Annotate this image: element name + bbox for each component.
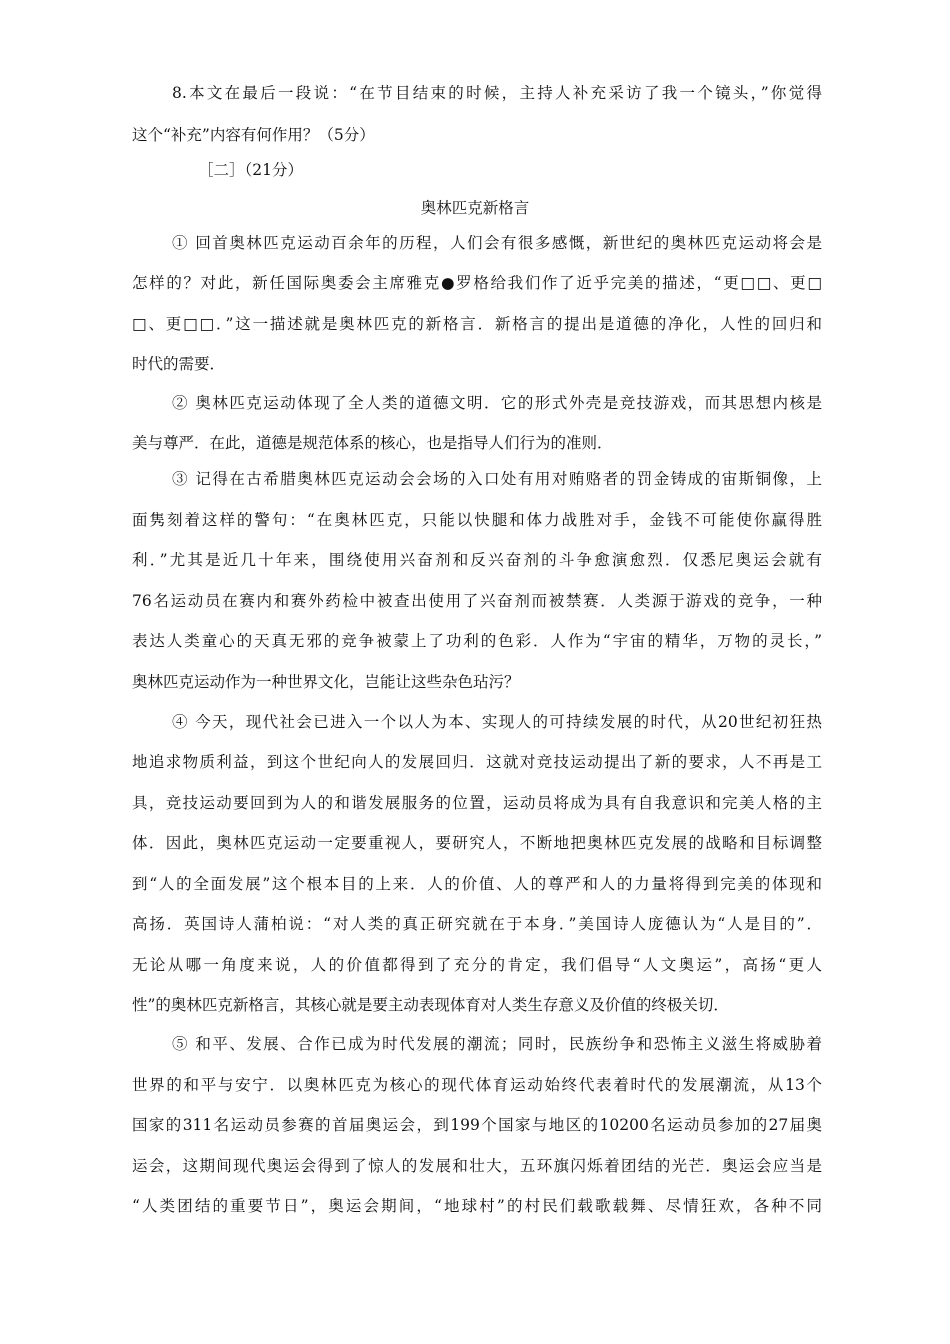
paragraph-1-line: 时代的需要．	[132, 355, 226, 373]
paragraph-4-line: 性”的奥林匹克新格言，其核心就是要主动表现体育对人类生存意义及价值的终极关切．	[132, 996, 729, 1014]
paragraph-2-line: 美与尊严．在此，道德是规范体系的核心，也是指导人们行为的准则．	[132, 434, 613, 452]
paragraph-4-line: 高扬．英国诗人蒲柏说：“对人类的真正研究就在于本身．”美国诗人庞德认为“人是目的”．	[132, 915, 822, 933]
paragraph-5-line: 世界的和平与安宁．以奥林匹克为核心的现代体育运动始终代表着时代的发展潮流，从13个	[132, 1076, 822, 1094]
paragraph-4-line: ④ 今天，现代社会已进入一个以人为本、实现人的可持续发展的时代，从20世纪初狂热	[172, 713, 822, 731]
paragraph-3-line: 利．”尤其是近几十年来，围绕使用兴奋剂和反兴奋剂的斗争愈演愈烈．仅悉尼奥运会就有	[132, 551, 822, 569]
paragraph-5-line: 运会，这期间现代奥运会得到了惊人的发展和壮大，五环旗闪烁着团结的光芒．奥运会应当是	[132, 1157, 822, 1175]
question-8-line-2: 这个“补充”内容有何作用？（5分）	[132, 126, 375, 144]
paragraph-1-line: □、更□□．”这一描述就是奥林匹克的新格言．新格言的提出是道德的净化，人性的回归和	[132, 315, 822, 333]
paragraph-3-line: 面隽刻着这样的警句：“在奥林匹克，只能以快腿和体力战胜对手，金钱不可能使你赢得胜	[132, 511, 822, 529]
paragraph-3-line: 表达人类童心的天真无邪的竞争被蒙上了功利的色彩．人作为“宇宙的精华，万物的灵长，”	[132, 632, 822, 650]
paragraph-5-line: ⑤ 和平、发展、合作已成为时代发展的潮流；同时，民族纷争和恐怖主义滋生将威胁着	[172, 1035, 822, 1053]
paragraph-4-line: 具，竞技运动要回到为人的和谐发展服务的位置，运动员将成为具有自我意识和完美人格的主	[132, 794, 822, 812]
question-8-line-1: 8.本文在最后一段说：“在节目结束的时候，主持人补充采访了我一个镜头，”你觉得	[172, 84, 822, 102]
article-title: 奥林匹克新格言	[420, 199, 530, 217]
paragraph-3-line: 奥林匹克运动作为一种世界文化，岂能让这些杂色玷污？	[132, 673, 520, 691]
paragraph-3-line: 76名运动员在赛内和赛外药检中被查出使用了兴奋剂而被禁赛．人类源于游戏的竞争，一种	[132, 592, 822, 610]
paragraph-2-line: ② 奥林匹克运动体现了全人类的道德文明．它的形式外壳是竞技游戏，而其思想内核是	[172, 394, 822, 412]
paragraph-4-line: 无论从哪一角度来说，人的价值都得到了充分的肯定，我们倡导“人文奥运”，高扬“更人	[132, 956, 822, 974]
paragraph-5-line: “人类团结的重要节日”，奥运会期间，“地球村”的村民们载歌载舞、尽情狂欢，各种不同	[132, 1197, 822, 1215]
paragraph-4-line: 到“人的全面发展”这个根本目的上来．人的价值、人的尊严和人的力量将得到完美的体现和	[132, 875, 822, 893]
section-label: ［二］（21分）	[198, 161, 303, 179]
paragraph-1-line: ① 回首奥林匹克运动百余年的历程，人们会有很多感慨，新世纪的奥林匹克运动将会是	[172, 234, 822, 252]
paragraph-3-line: ③ 记得在古希腊奥林匹克运动会会场的入口处有用对贿赂者的罚金铸成的宙斯铜像，上	[172, 470, 822, 488]
paragraph-5-line: 国家的311名运动员参赛的首届奥运会，到199个国家与地区的10200名运动员参加的27届奥	[132, 1116, 822, 1134]
paragraph-4-line: 地追求物质利益，到这个世纪向人的发展回归．这就对竞技运动提出了新的要求，人不再是工	[132, 753, 822, 771]
paragraph-4-line: 体．因此，奥林匹克运动一定要重视人，要研究人，不断地把奥林匹克发展的战略和目标调整	[132, 834, 822, 852]
paragraph-1-line: 怎样的？对此，新任国际奥委会主席雅克●罗格给我们作了近乎完美的描述，“更□□、更□	[132, 274, 822, 292]
